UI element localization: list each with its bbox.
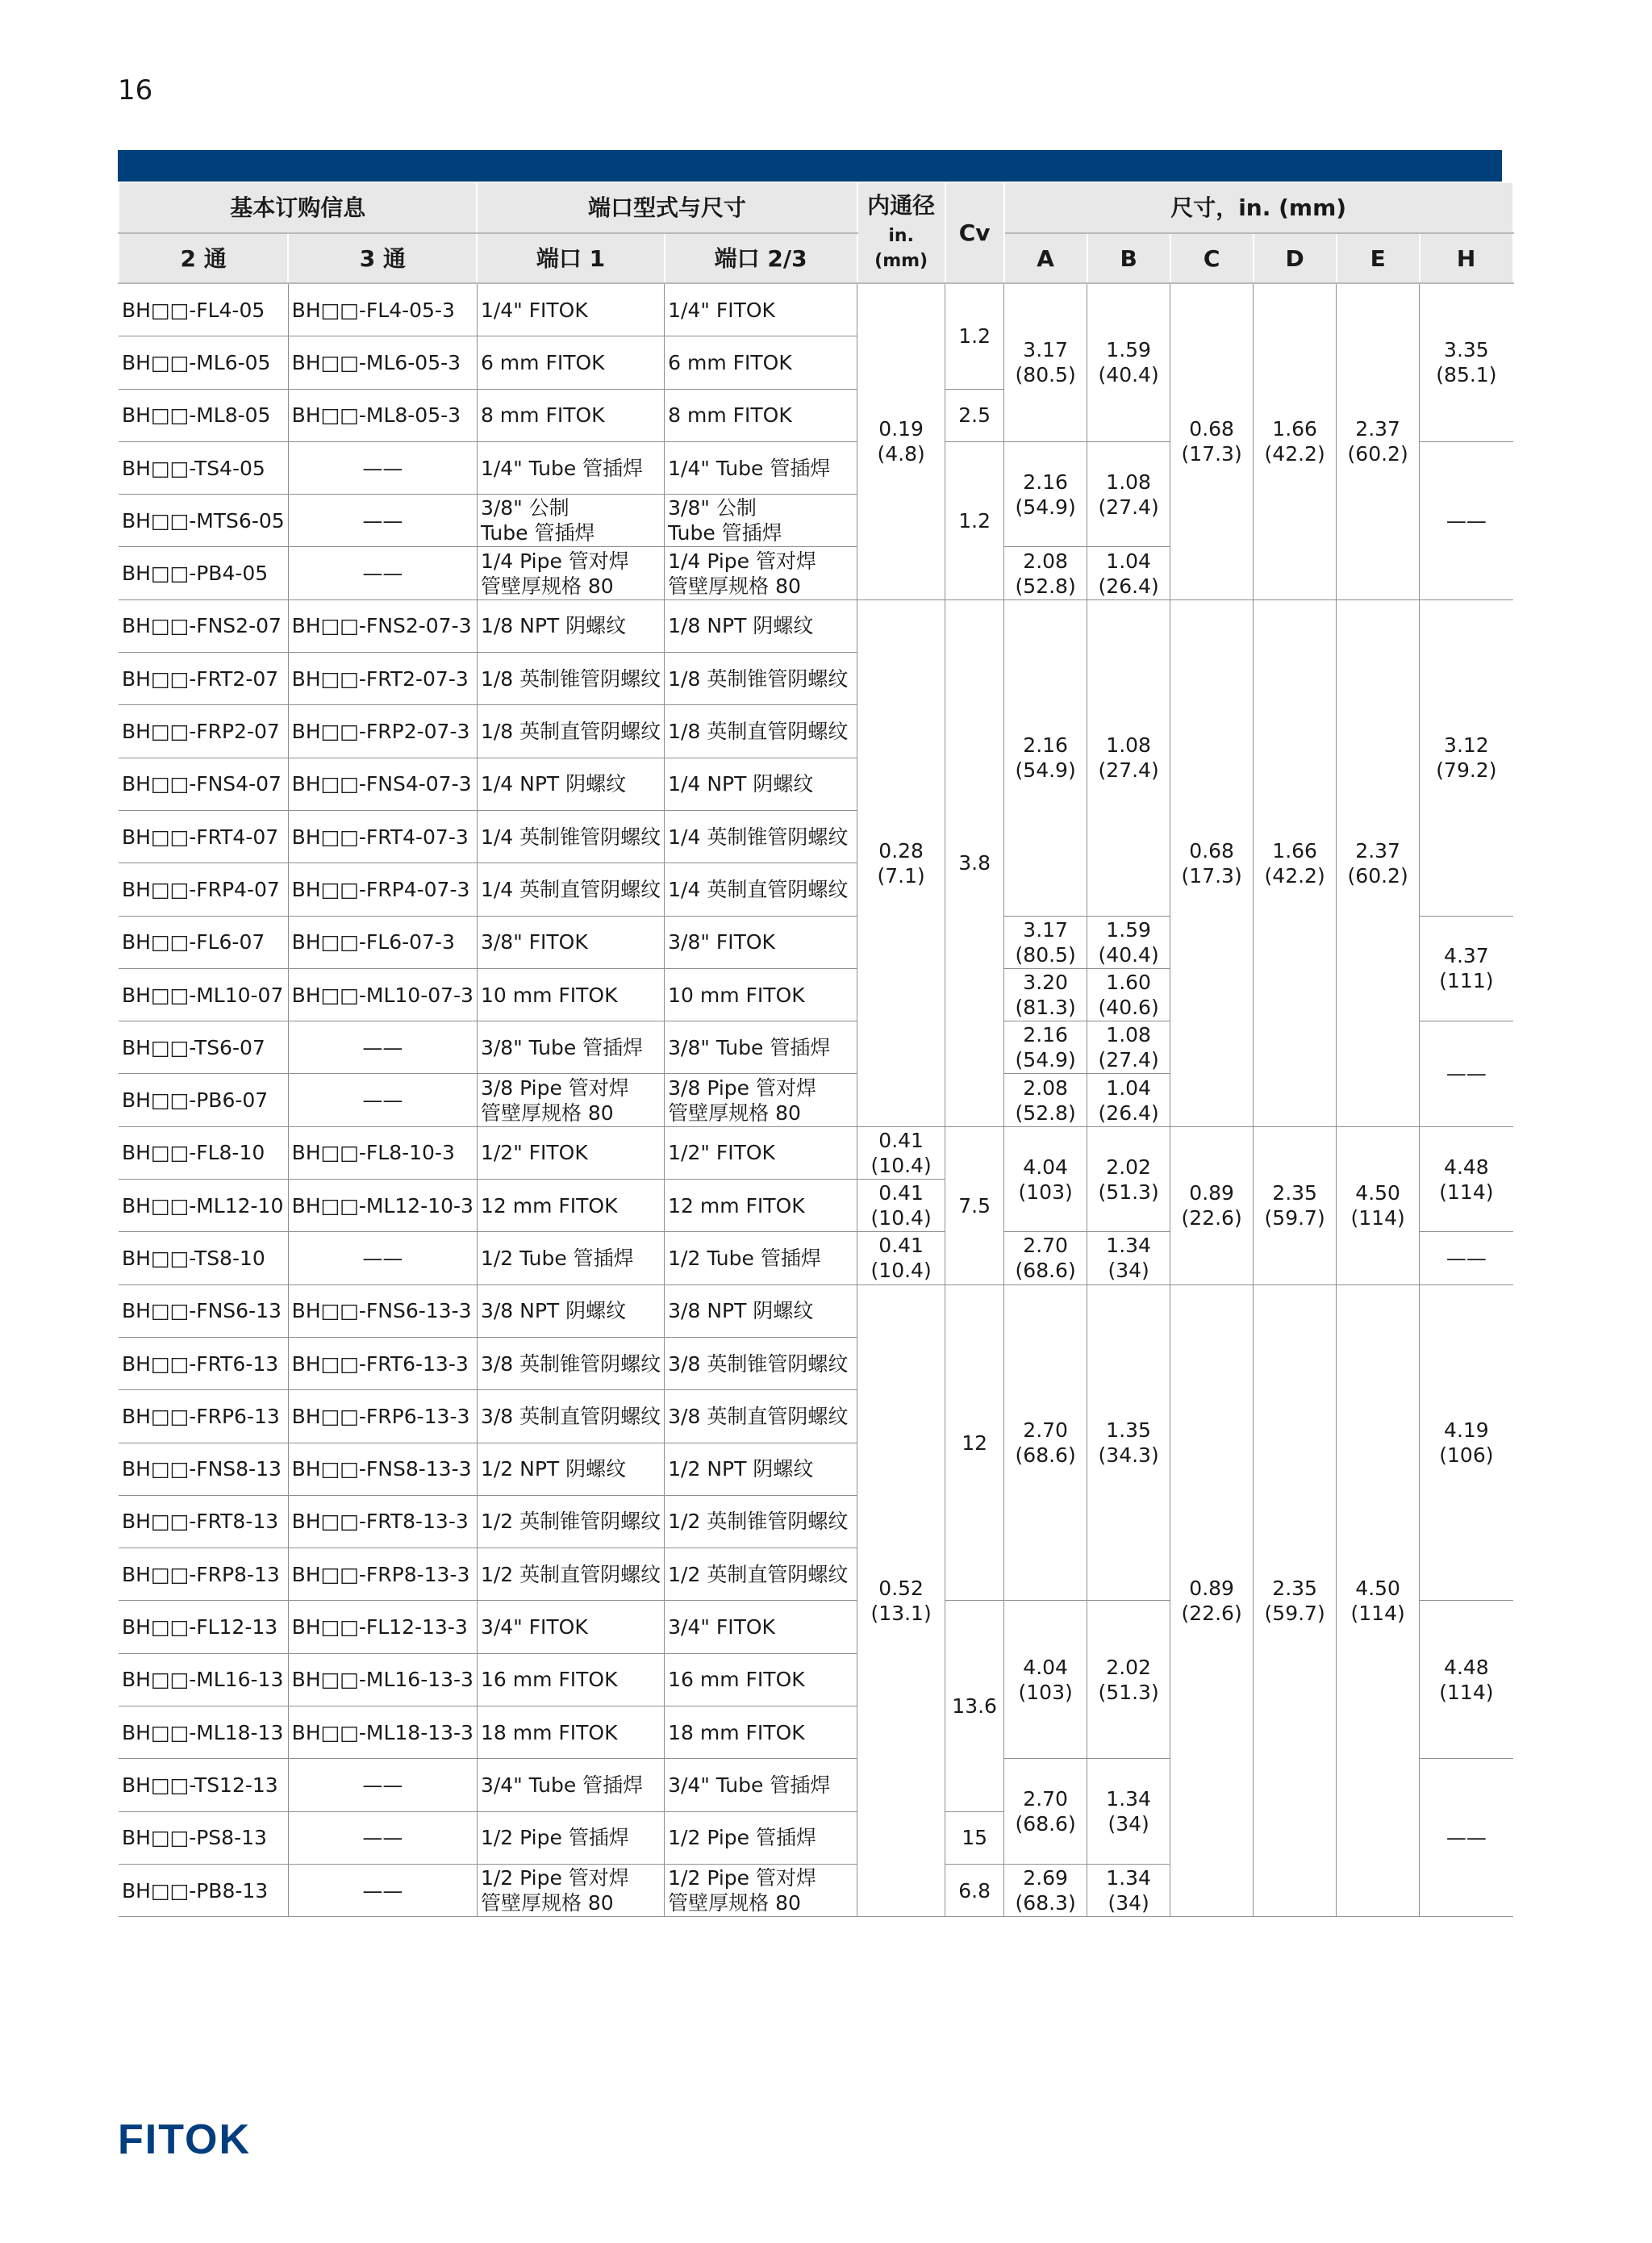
port1-type: 1/8 NPT 阴螺纹 — [477, 599, 664, 652]
model-3way: —— — [288, 441, 477, 494]
model-2way: BH□□-FL6-07 — [119, 916, 288, 968]
port1-type: 1/4" FITOK — [477, 283, 664, 336]
cell-b: 1.34 (34) — [1087, 1232, 1170, 1284]
port1-type: 1/2 Pipe 管插焊 — [477, 1811, 664, 1864]
model-3way: BH□□-FRP8-13-3 — [288, 1548, 477, 1601]
header-three-way: 3 通 — [288, 233, 477, 283]
cell-orifice: 0.52 (13.1) — [857, 1284, 945, 1917]
cell-a: 2.70 (68.6) — [1004, 1759, 1087, 1865]
model-3way: —— — [288, 1864, 477, 1916]
model-3way: BH□□-ML10-07-3 — [288, 968, 477, 1021]
port23-type: 1/8 英制锥管阴螺纹 — [665, 653, 857, 705]
model-2way: BH□□-TS4-05 — [119, 441, 288, 494]
cell-cv: 15 — [945, 1811, 1004, 1864]
cell-a: 2.16 (54.9) — [1004, 441, 1087, 547]
port1-type: 18 mm FITOK — [477, 1706, 664, 1759]
model-3way: BH□□-ML12-10-3 — [288, 1180, 477, 1232]
cell-b: 2.02 (51.3) — [1087, 1126, 1170, 1232]
header-dim-a: A — [1004, 233, 1087, 283]
cell-b: 1.34 (34) — [1087, 1759, 1170, 1865]
header-dimensions: 尺寸，in. (mm) — [1004, 182, 1513, 233]
port23-type: 1/2 Pipe 管对焊 管壁厚规格 80 — [665, 1864, 857, 1916]
model-3way: BH□□-FL6-07-3 — [288, 916, 477, 968]
port23-type: 18 mm FITOK — [665, 1706, 857, 1759]
port23-type: 3/8 英制直管阴螺纹 — [665, 1390, 857, 1443]
port23-type: 1/4" FITOK — [665, 283, 857, 336]
model-3way: BH□□-FNS6-13-3 — [288, 1284, 477, 1337]
port23-type: 3/8" Tube 管插焊 — [665, 1021, 857, 1074]
port23-type: 3/8 Pipe 管对焊 管壁厚规格 80 — [665, 1074, 857, 1126]
cell-cv: 2.5 — [945, 389, 1004, 441]
cell-a: 3.17 (80.5) — [1004, 916, 1087, 968]
model-2way: BH□□-PB4-05 — [119, 547, 288, 599]
cell-h: —— — [1420, 441, 1513, 599]
model-2way: BH□□-FNS8-13 — [119, 1443, 288, 1495]
model-2way: BH□□-FRT4-07 — [119, 810, 288, 863]
table-body — [119, 283, 1513, 1917]
cell-c: 0.68 (17.3) — [1170, 599, 1254, 1126]
cell-a: 3.17 (80.5) — [1004, 283, 1087, 441]
port1-type: 1/2 英制直管阴螺纹 — [477, 1548, 664, 1601]
model-2way: BH□□-FRT6-13 — [119, 1337, 288, 1389]
port1-type: 3/8 NPT 阴螺纹 — [477, 1284, 664, 1337]
port1-type: 1/2 NPT 阴螺纹 — [477, 1443, 664, 1495]
port1-type: 3/4" Tube 管插焊 — [477, 1759, 664, 1811]
port1-type: 10 mm FITOK — [477, 968, 664, 1021]
cell-a: 2.08 (52.8) — [1004, 1074, 1087, 1126]
model-3way: BH□□-ML16-13-3 — [288, 1653, 477, 1706]
model-2way: BH□□-ML18-13 — [119, 1706, 288, 1759]
model-2way: BH□□-ML8-05 — [119, 389, 288, 441]
cell-d: 1.66 (42.2) — [1254, 599, 1337, 1126]
model-2way: BH□□-FRP6-13 — [119, 1390, 288, 1443]
model-2way: BH□□-FRT2-07 — [119, 653, 288, 705]
port1-type: 1/4 NPT 阴螺纹 — [477, 758, 664, 810]
model-3way: BH□□-FRP6-13-3 — [288, 1390, 477, 1443]
cell-cv: 1.2 — [945, 441, 1004, 599]
port1-type: 1/8 英制锥管阴螺纹 — [477, 653, 664, 705]
port23-type: 1/2" FITOK — [665, 1126, 857, 1179]
model-3way: BH□□-ML6-05-3 — [288, 336, 477, 389]
port1-type: 1/2" FITOK — [477, 1126, 664, 1179]
model-3way: BH□□-ML18-13-3 — [288, 1706, 477, 1759]
port1-type: 1/4" Tube 管插焊 — [477, 441, 664, 494]
header-dim-d: D — [1254, 233, 1337, 283]
cell-e: 4.50 (114) — [1337, 1126, 1420, 1284]
model-3way: BH□□-FRP4-07-3 — [288, 863, 477, 916]
model-2way: BH□□-FNS6-13 — [119, 1284, 288, 1337]
port1-type: 3/8 Pipe 管对焊 管壁厚规格 80 — [477, 1074, 664, 1126]
cell-a: 2.16 (54.9) — [1004, 599, 1087, 916]
port1-type: 1/4 Pipe 管对焊 管壁厚规格 80 — [477, 547, 664, 599]
cell-b: 2.02 (51.3) — [1087, 1601, 1170, 1759]
model-2way: BH□□-MTS6-05 — [119, 495, 288, 547]
cell-b: 1.08 (27.4) — [1087, 1021, 1170, 1074]
cell-e: 4.50 (114) — [1337, 1284, 1420, 1917]
cell-cv: 7.5 — [945, 1126, 1004, 1284]
cell-d: 2.35 (59.7) — [1254, 1284, 1337, 1917]
header-port: 端口型式与尺寸 — [477, 182, 857, 233]
cell-b: 1.59 (40.4) — [1087, 283, 1170, 441]
port23-type: 6 mm FITOK — [665, 336, 857, 389]
cell-h: 4.19 (106) — [1420, 1284, 1513, 1601]
model-3way: BH□□-FRP2-07-3 — [288, 705, 477, 758]
port1-type: 3/8 英制直管阴螺纹 — [477, 1390, 664, 1443]
model-2way: BH□□-FNS2-07 — [119, 599, 288, 652]
model-2way: BH□□-PS8-13 — [119, 1811, 288, 1864]
port1-type: 1/2 英制锥管阴螺纹 — [477, 1495, 664, 1548]
header-dim-h: H — [1420, 233, 1513, 283]
cell-a: 2.70 (68.6) — [1004, 1232, 1087, 1284]
model-2way: BH□□-FRT8-13 — [119, 1495, 288, 1548]
cell-orifice: 0.41 (10.4) — [857, 1126, 945, 1179]
port1-type: 6 mm FITOK — [477, 336, 664, 389]
port23-type: 3/4" Tube 管插焊 — [665, 1759, 857, 1811]
port23-type: 10 mm FITOK — [665, 968, 857, 1021]
model-3way: BH□□-FNS2-07-3 — [288, 599, 477, 652]
model-3way: BH□□-FRT8-13-3 — [288, 1495, 477, 1548]
table-row — [119, 1126, 1513, 1179]
model-2way: BH□□-FL8-10 — [119, 1126, 288, 1179]
header-orifice: 内通径 in. (mm) — [857, 182, 945, 283]
model-3way: —— — [288, 547, 477, 599]
port23-type: 1/2 英制直管阴螺纹 — [665, 1548, 857, 1601]
cell-b: 1.59 (40.4) — [1087, 916, 1170, 968]
header-dim-c: C — [1170, 233, 1254, 283]
cell-orifice: 0.41 (10.4) — [857, 1232, 945, 1284]
port23-type: 1/4 NPT 阴螺纹 — [665, 758, 857, 810]
cell-a: 2.16 (54.9) — [1004, 1021, 1087, 1074]
port23-type: 1/8 NPT 阴螺纹 — [665, 599, 857, 652]
cell-h: 4.48 (114) — [1420, 1601, 1513, 1759]
cell-h: 3.12 (79.2) — [1420, 599, 1513, 916]
cell-d: 2.35 (59.7) — [1254, 1126, 1337, 1284]
port23-type: 1/2 Pipe 管插焊 — [665, 1811, 857, 1864]
cell-cv: 6.8 — [945, 1864, 1004, 1916]
port1-type: 16 mm FITOK — [477, 1653, 664, 1706]
model-2way: BH□□-PB6-07 — [119, 1074, 288, 1126]
cell-orifice: 0.19 (4.8) — [857, 283, 945, 599]
port23-type: 12 mm FITOK — [665, 1180, 857, 1232]
model-3way: BH□□-FRT6-13-3 — [288, 1337, 477, 1389]
model-3way: —— — [288, 1811, 477, 1864]
header-color-bar — [118, 150, 1502, 182]
model-2way: BH□□-TS12-13 — [119, 1759, 288, 1811]
cell-cv: 13.6 — [945, 1601, 1004, 1811]
port23-type: 16 mm FITOK — [665, 1653, 857, 1706]
model-2way: BH□□-TS8-10 — [119, 1232, 288, 1284]
cell-d: 1.66 (42.2) — [1254, 283, 1337, 599]
port1-type: 1/8 英制直管阴螺纹 — [477, 705, 664, 758]
model-3way: —— — [288, 1074, 477, 1126]
port23-type: 3/8 英制锥管阴螺纹 — [665, 1337, 857, 1389]
port1-type: 3/8 英制锥管阴螺纹 — [477, 1337, 664, 1389]
model-2way: BH□□-TS6-07 — [119, 1021, 288, 1074]
cell-h: 4.37 (111) — [1420, 916, 1513, 1021]
cell-h: —— — [1420, 1021, 1513, 1127]
port23-type: 3/4" FITOK — [665, 1601, 857, 1653]
cell-orifice: 0.41 (10.4) — [857, 1180, 945, 1232]
cell-c: 0.89 (22.6) — [1170, 1126, 1254, 1284]
port23-type: 1/4" Tube 管插焊 — [665, 441, 857, 494]
cell-cv: 1.2 — [945, 283, 1004, 389]
brand-logo: FITOK — [118, 2116, 252, 2163]
model-2way: BH□□-ML6-05 — [119, 336, 288, 389]
cell-orifice: 0.28 (7.1) — [857, 599, 945, 1126]
cell-a: 4.04 (103) — [1004, 1601, 1087, 1759]
cell-b: 1.60 (40.6) — [1087, 968, 1170, 1021]
cell-a: 2.70 (68.6) — [1004, 1284, 1087, 1601]
cell-h: 3.35 (85.1) — [1420, 283, 1513, 441]
model-2way: BH□□-ML10-07 — [119, 968, 288, 1021]
model-3way: BH□□-FL8-10-3 — [288, 1126, 477, 1179]
model-3way: BH□□-FL12-13-3 — [288, 1601, 477, 1653]
table-row — [119, 283, 1513, 336]
header-cv: Cv — [945, 182, 1004, 283]
cell-b: 1.35 (34.3) — [1087, 1284, 1170, 1601]
model-3way: —— — [288, 1021, 477, 1074]
cell-b: 1.08 (27.4) — [1087, 599, 1170, 916]
port23-type: 1/2 Tube 管插焊 — [665, 1232, 857, 1284]
port1-type: 3/8" Tube 管插焊 — [477, 1021, 664, 1074]
ordering-table — [118, 182, 1514, 1917]
model-3way: BH□□-ML8-05-3 — [288, 389, 477, 441]
model-2way: BH□□-FRP4-07 — [119, 863, 288, 916]
cell-a: 4.04 (103) — [1004, 1126, 1087, 1232]
port23-type: 1/4 英制直管阴螺纹 — [665, 863, 857, 916]
cell-b: 1.04 (26.4) — [1087, 1074, 1170, 1126]
port1-type: 3/8" FITOK — [477, 916, 664, 968]
port23-type: 1/4 英制锥管阴螺纹 — [665, 810, 857, 863]
cell-c: 0.89 (22.6) — [1170, 1284, 1254, 1917]
header-basic-info: 基本订购信息 — [119, 182, 477, 233]
model-3way: BH□□-FL4-05-3 — [288, 283, 477, 336]
header-port1: 端口 1 — [477, 233, 664, 283]
header-port23: 端口 2/3 — [665, 233, 857, 283]
model-2way: BH□□-ML12-10 — [119, 1180, 288, 1232]
port1-type: 1/2 Pipe 管对焊 管壁厚规格 80 — [477, 1864, 664, 1916]
cell-a: 2.08 (52.8) — [1004, 547, 1087, 599]
model-3way: BH□□-FNS4-07-3 — [288, 758, 477, 810]
header-dim-b: B — [1087, 233, 1170, 283]
model-2way: BH□□-PB8-13 — [119, 1864, 288, 1916]
cell-cv: 3.8 — [945, 599, 1004, 1126]
port23-type: 1/2 NPT 阴螺纹 — [665, 1443, 857, 1495]
table-row — [119, 599, 1513, 652]
cell-e: 2.37 (60.2) — [1337, 283, 1420, 599]
model-3way: —— — [288, 1232, 477, 1284]
port23-type: 3/8 NPT 阴螺纹 — [665, 1284, 857, 1337]
port1-type: 3/4" FITOK — [477, 1601, 664, 1653]
port23-type: 1/2 英制锥管阴螺纹 — [665, 1495, 857, 1548]
port1-type: 1/4 英制直管阴螺纹 — [477, 863, 664, 916]
model-3way: BH□□-FRT2-07-3 — [288, 653, 477, 705]
cell-h: —— — [1420, 1759, 1513, 1917]
cell-a: 2.69 (68.3) — [1004, 1864, 1087, 1916]
header-dim-e: E — [1337, 233, 1420, 283]
model-3way: BH□□-FNS8-13-3 — [288, 1443, 477, 1495]
model-2way: BH□□-FRP8-13 — [119, 1548, 288, 1601]
model-2way: BH□□-FRP2-07 — [119, 705, 288, 758]
cell-a: 3.20 (81.3) — [1004, 968, 1087, 1021]
model-3way: —— — [288, 495, 477, 547]
model-3way: —— — [288, 1759, 477, 1811]
cell-b: 1.08 (27.4) — [1087, 441, 1170, 547]
cell-h: —— — [1420, 1232, 1513, 1284]
cell-cv: 12 — [945, 1284, 1004, 1601]
model-3way: BH□□-FRT4-07-3 — [288, 810, 477, 863]
header-two-way: 2 通 — [119, 233, 288, 283]
port23-type: 1/4 Pipe 管对焊 管壁厚规格 80 — [665, 547, 857, 599]
page-number: 16 — [118, 74, 153, 107]
port23-type: 3/8" FITOK — [665, 916, 857, 968]
cell-b: 1.34 (34) — [1087, 1864, 1170, 1916]
cell-e: 2.37 (60.2) — [1337, 599, 1420, 1126]
cell-h: 4.48 (114) — [1420, 1126, 1513, 1232]
model-2way: BH□□-FL4-05 — [119, 283, 288, 336]
port1-type: 1/2 Tube 管插焊 — [477, 1232, 664, 1284]
cell-b: 1.04 (26.4) — [1087, 547, 1170, 599]
port1-type: 12 mm FITOK — [477, 1180, 664, 1232]
port1-type: 1/4 英制锥管阴螺纹 — [477, 810, 664, 863]
port1-type: 8 mm FITOK — [477, 389, 664, 441]
table-row — [119, 1284, 1513, 1337]
model-2way: BH□□-ML16-13 — [119, 1653, 288, 1706]
cell-c: 0.68 (17.3) — [1170, 283, 1254, 599]
model-2way: BH□□-FL12-13 — [119, 1601, 288, 1653]
port23-type: 1/8 英制直管阴螺纹 — [665, 705, 857, 758]
model-2way: BH□□-FNS4-07 — [119, 758, 288, 810]
port23-type: 3/8" 公制 Tube 管插焊 — [665, 495, 857, 547]
port1-type: 3/8" 公制 Tube 管插焊 — [477, 495, 664, 547]
port23-type: 8 mm FITOK — [665, 389, 857, 441]
